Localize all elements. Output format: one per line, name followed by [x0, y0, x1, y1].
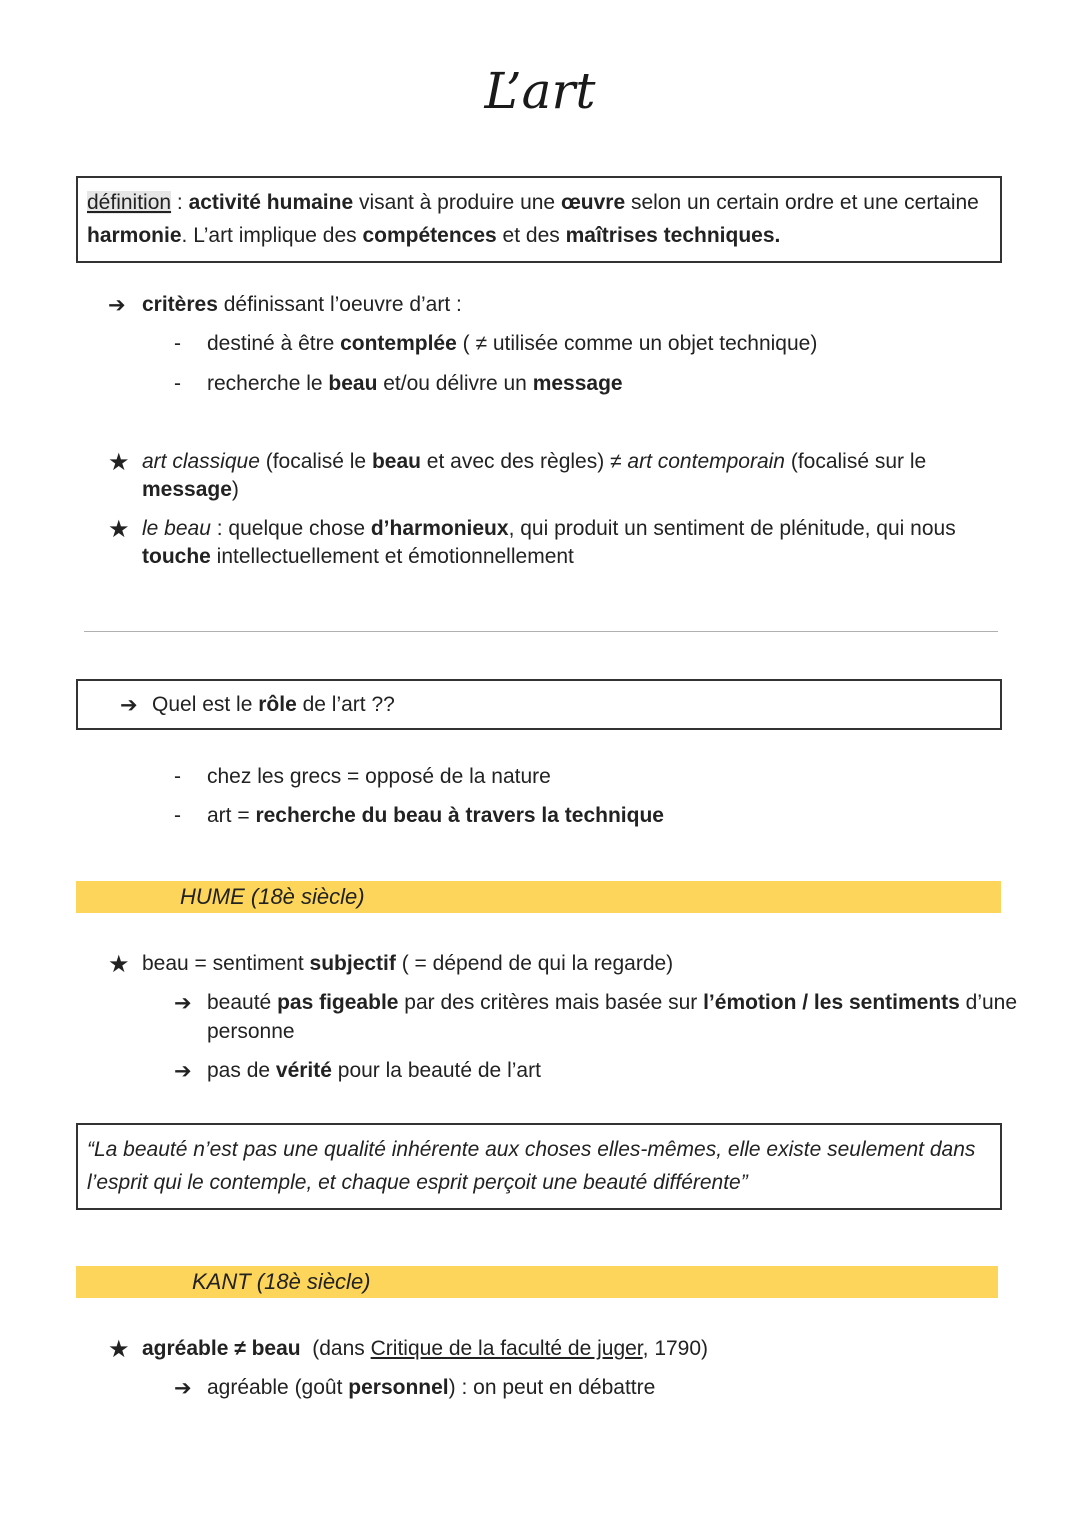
- star-icon: ★: [108, 1336, 130, 1363]
- hume-statement: beau = sentiment subjectif ( = dépend de qui la regarde): [142, 952, 674, 975]
- arrow-right-icon: ➔: [174, 992, 192, 1015]
- page-title: L’art: [484, 62, 596, 120]
- role-item-technique: art = recherche du beau à travers la technique: [207, 804, 664, 827]
- kant-statement: agréable ≠ beau (dans Critique de la faculté de juger, 1790): [142, 1337, 709, 1360]
- kant-heading: KANT (18è siècle): [192, 1269, 371, 1294]
- kant-point-1: agréable (goût personnel) : on peut en débattre: [207, 1376, 656, 1399]
- criteria-heading: critères définissant l’oeuvre d’art :: [142, 293, 462, 316]
- criteria-item-beau: recherche le beau et/ou délivre un message: [207, 372, 623, 395]
- dash-bullet: -: [174, 765, 181, 788]
- dash-bullet: -: [174, 372, 181, 395]
- note-beau-line-2: touche intellectuellement et émotionnellement: [142, 545, 574, 568]
- note-beau-line-1: le beau : quelque chose d’harmonieux, qui produit un sentiment de plénitude, qui nous: [142, 517, 956, 540]
- dash-bullet: -: [174, 804, 181, 827]
- note-classique-line-2: message): [142, 478, 239, 501]
- question-text: Quel est le rôle de l’art ??: [152, 693, 395, 716]
- definition-line-2: harmonie. L’art implique des compétences et des maîtrises techniques.: [87, 224, 781, 247]
- hume-heading: HUME (18è siècle): [180, 884, 365, 909]
- note-classique-line-1: art classique (focalisé le beau et avec des règles) ≠ art contemporain (focalisé sur le: [142, 450, 927, 473]
- dash-bullet: -: [174, 332, 181, 355]
- criteria-item-contemplee: destiné à être contemplée ( ≠ utilisée comme un objet technique): [207, 332, 818, 355]
- divider: [84, 631, 998, 632]
- definition-box: [76, 176, 1002, 263]
- arrow-right-icon: ➔: [174, 1377, 192, 1400]
- hume-quote-line-2: l’esprit qui le contemple, et chaque esprit perçoit une beauté différente”: [87, 1171, 748, 1194]
- question-box: [76, 679, 1002, 730]
- arrow-right-icon: ➔: [120, 694, 138, 717]
- arrow-right-icon: ➔: [174, 1060, 192, 1083]
- definition-line-1: définition : activité humaine visant à produire une œuvre selon un certain ordre et une certaine: [87, 191, 979, 214]
- hume-point-1-line-2: personne: [207, 1020, 295, 1043]
- role-item-grecs: chez les grecs = opposé de la nature: [207, 765, 551, 788]
- hume-point-1-line-1: beauté pas figeable par des critères mais basée sur l’émotion / les sentiments d’une: [207, 991, 1018, 1014]
- hume-quote-line-1: “La beauté n’est pas une qualité inhérente aux choses elles-mêmes, elle existe seulement dans: [87, 1138, 976, 1161]
- star-icon: ★: [108, 951, 130, 978]
- star-icon: ★: [108, 516, 130, 543]
- star-icon: ★: [108, 449, 130, 476]
- hume-quote-box: [76, 1123, 1002, 1210]
- definition-label: définition: [87, 191, 172, 214]
- hume-point-2: pas de vérité pour la beauté de l’art: [207, 1059, 541, 1082]
- arrow-right-icon: ➔: [108, 294, 126, 317]
